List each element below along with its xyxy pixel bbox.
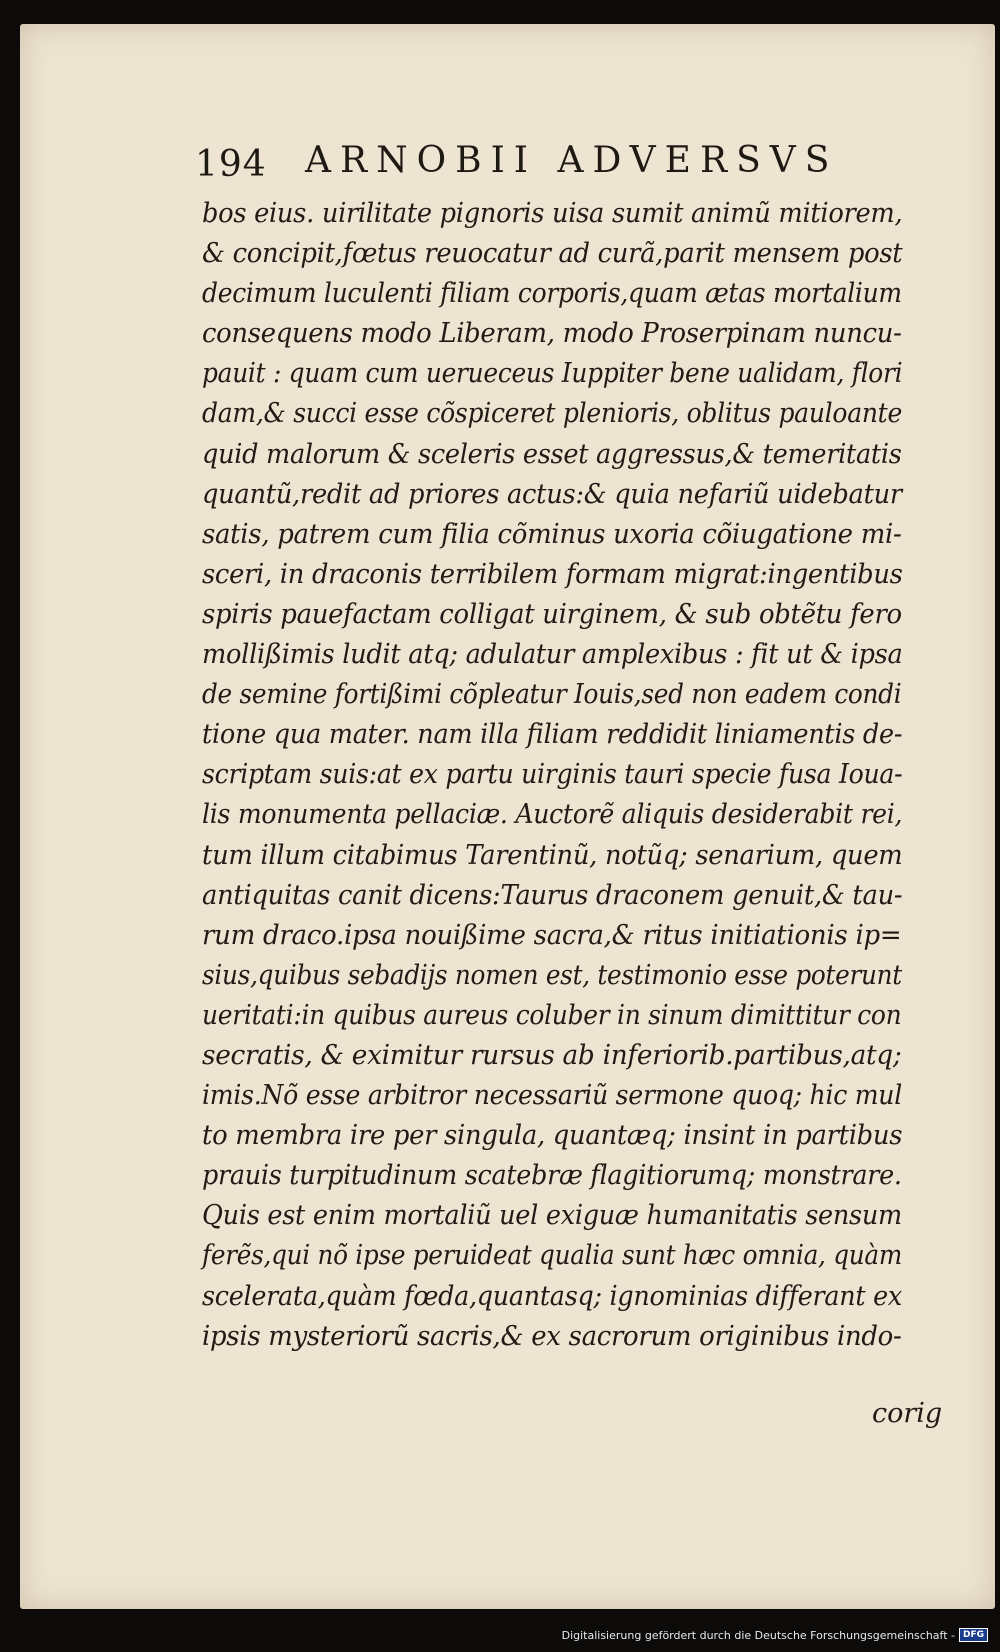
dfg-logo: DFG	[959, 1628, 988, 1642]
footer-credit-text: Digitalisierung gefördert durch die Deutsche Forschungsgemeinschaft -	[561, 1628, 955, 1642]
text-line: spiris pauefactam colligat uirginem, & sub obtẽtu fero	[202, 598, 902, 630]
text-line: scelerata,quàm fœda,quantasq; ignominias differant ex	[202, 1280, 902, 1312]
text-line: sceri, in draconis terribilem formam migrat:ingentibus	[202, 558, 903, 590]
text-line: secratis, & eximitur rursus ab inferiorib.partibus,atq;	[202, 1039, 902, 1071]
text-line: quid malorum & sceleris esset aggressus,& temeritatis	[202, 438, 902, 470]
text-line: lis monumenta pellaciæ. Auctorẽ aliquis desiderabit rei,	[202, 799, 903, 831]
text-line: tum illum citabimus Tarentinũ, notũq; senarium, quem	[202, 839, 903, 871]
body-text	[202, 194, 922, 1357]
page-header	[195, 132, 895, 192]
text-line: quantũ,redit ad priores actus:& quia nefariũ uidebatur	[202, 478, 902, 510]
book-page	[20, 24, 995, 1609]
text-line: decimum luculenti filiam corporis,quam ætas mortalium	[202, 278, 902, 310]
text-line: sius,quibus sebadijs nomen est, testimonio esse poterunt	[202, 959, 902, 991]
text-line: prauis turpitudinum scatebræ flagitiorumq; monstrare.	[202, 1160, 902, 1192]
text-line: ferẽs,qui nõ ipse peruideat qualia sunt hæc omnia, quàm	[202, 1240, 902, 1272]
text-line: tione qua mater. nam illa filiam reddidit liniamentis de-	[202, 719, 903, 751]
digitization-credit	[562, 1628, 988, 1642]
text-line: ipsis mysteriorũ sacris,& ex sacrorum originibus indo-	[202, 1320, 902, 1352]
text-line: imis.Nõ esse arbitror necessariũ sermone quoq; hic mul	[202, 1080, 902, 1112]
text-line: to membra ire per singula, quantæq; insint in partibus	[202, 1120, 903, 1152]
text-line: Quis est enim mortaliũ uel exiguæ humanitatis sensum	[202, 1200, 902, 1232]
running-head: ARNOBII ADVERSVS	[305, 140, 839, 181]
text-line: bos eius. uirilitate pignoris uisa sumit animũ mitiorem,	[202, 198, 903, 229]
text-line: rum draco.ipsa nouißime sacra,& ritus initiationis ip=	[202, 919, 902, 951]
text-line: antiquitas canit dicens:Taurus draconem genuit,& tau-	[202, 879, 903, 911]
text-line: de semine fortißimi cõpleatur Iouis,sed non eadem condi	[202, 679, 902, 711]
text-line: dam,& succi esse cõspiceret plenioris, oblitus pauloante	[202, 398, 903, 430]
text-line: & concipit,fœtus reuocatur ad curã,parit mensem post	[202, 238, 903, 270]
text-line: ueritati:in quibus aureus coluber in sinum dimittitur con	[202, 999, 902, 1031]
text-line: pauit : quam cum uerueceus Iuppiter bene ualidam, flori	[202, 358, 903, 390]
text-line: scriptam suis:at ex partu uirginis tauri specie fusa Ioua-	[202, 759, 903, 791]
catchword: corig	[872, 1398, 943, 1429]
page-number: 194	[195, 144, 267, 185]
text-line: satis, patrem cum filia cõminus uxoria cõiugatione mi-	[202, 518, 902, 550]
text-line: consequens modo Liberam, modo Proserpinam nuncu-	[202, 318, 902, 350]
text-line: mollißimis ludit atq; adulatur amplexibus : fit ut & ipsa	[202, 639, 903, 671]
